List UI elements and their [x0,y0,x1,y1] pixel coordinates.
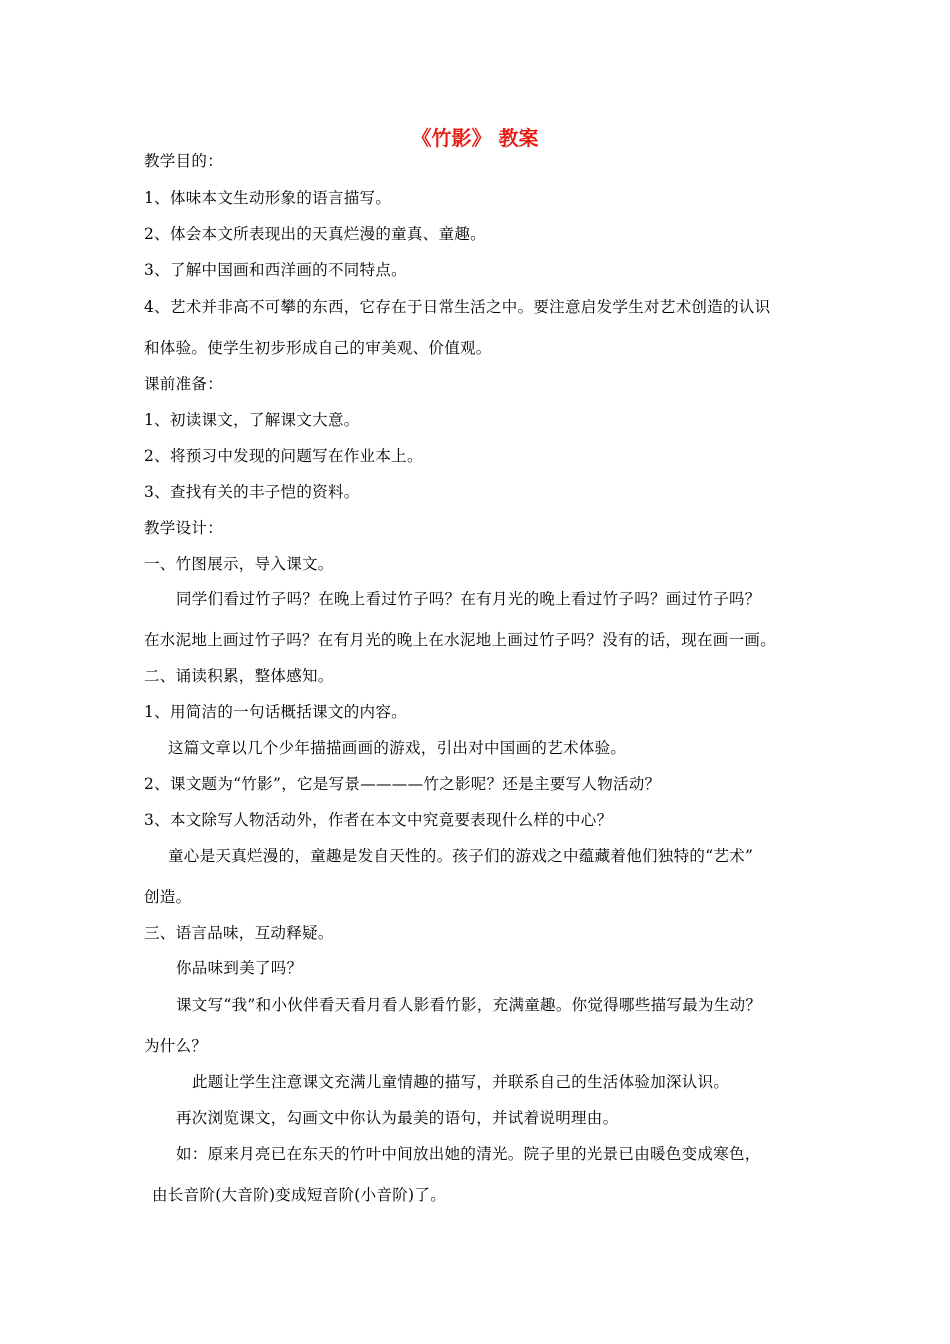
section-3-task: 再次浏览课文，勾画文中你认为最美的语句，并试着说明理由。 [176,1109,619,1127]
section-3-prompt: 你品味到美了吗？ [176,959,303,977]
section-3-heading: 三、语言品味，互动释疑。 [144,924,334,942]
prep-item-2: 2、将预习中发现的问题写在作业本上。 [144,447,423,465]
prep-item-1: 1、初读课文，了解课文大意。 [144,411,360,429]
section-1-heading: 一、竹图展示，导入课文。 [144,555,334,573]
section-3-question-continued: 为什么？ [144,1037,208,1055]
heading-teaching-goals: 教学目的： [144,152,224,170]
section-2-question-3: 3、本文除写人物活动外，作者在本文中究竟要表现什么样的中心？ [144,811,613,829]
section-2-answer-1: 这篇文章以几个少年描描画画的游戏，引出对中国画的艺术体验。 [168,739,627,757]
section-1-paragraph: 同学们看过竹子吗？在晚上看过竹子吗？在有月光的晚上看过竹子吗？画过竹子吗？ [176,590,761,608]
document-title: 《竹影》 教案 [411,126,539,150]
section-2-answer-3: 童心是天真烂漫的，童趣是发自天性的。孩子们的游戏之中蕴藏着他们独特的“艺术” [168,847,754,865]
goal-item-2: 2、体会本文所表现出的天真烂漫的童真、童趣。 [144,225,486,243]
goal-item-4-continued: 和体验。使学生初步形成自己的审美观、价值观。 [144,339,492,357]
section-1-paragraph-continued: 在水泥地上画过竹子吗？在有月光的晚上在水泥地上画过竹子吗？没有的话，现在画一画。 [144,631,777,649]
section-3-example: 如：原来月亮已在东天的竹叶中间放出她的清光。院子里的光景已由暖色变成寒色， [176,1145,761,1163]
section-2-question-2: 2、课文题为“竹影”，它是写景————竹之影呢？还是主要写人物活动？ [144,775,661,793]
heading-preparation: 课前准备： [144,375,224,393]
prep-item-3: 3、查找有关的丰子恺的资料。 [144,483,360,501]
section-3-question: 课文写“我”和小伙伴看天看月看人影看竹影，充满童趣。你觉得哪些描写最为生动？ [176,996,762,1014]
section-3-example-continued: 由长音阶(大音阶)变成短音阶(小音阶)了。 [152,1186,446,1204]
goal-item-1: 1、体味本文生动形象的语言描写。 [144,189,392,207]
goal-item-3: 3、了解中国画和西洋画的不同特点。 [144,261,407,279]
section-2-answer-3-continued: 创造。 [144,888,192,906]
section-2-heading: 二、诵读积累，整体感知。 [144,667,334,685]
heading-teaching-design: 教学设计： [144,519,224,537]
section-2-question-1: 1、用简洁的一句话概括课文的内容。 [144,703,407,721]
section-3-note: 此题让学生注意课文充满儿童情趣的描写，并联系自己的生活体验加深认识。 [192,1073,730,1091]
goal-item-4: 4、艺术并非高不可攀的东西，它存在于日常生活之中。要注意启发学生对艺术创造的认识 [144,298,771,316]
